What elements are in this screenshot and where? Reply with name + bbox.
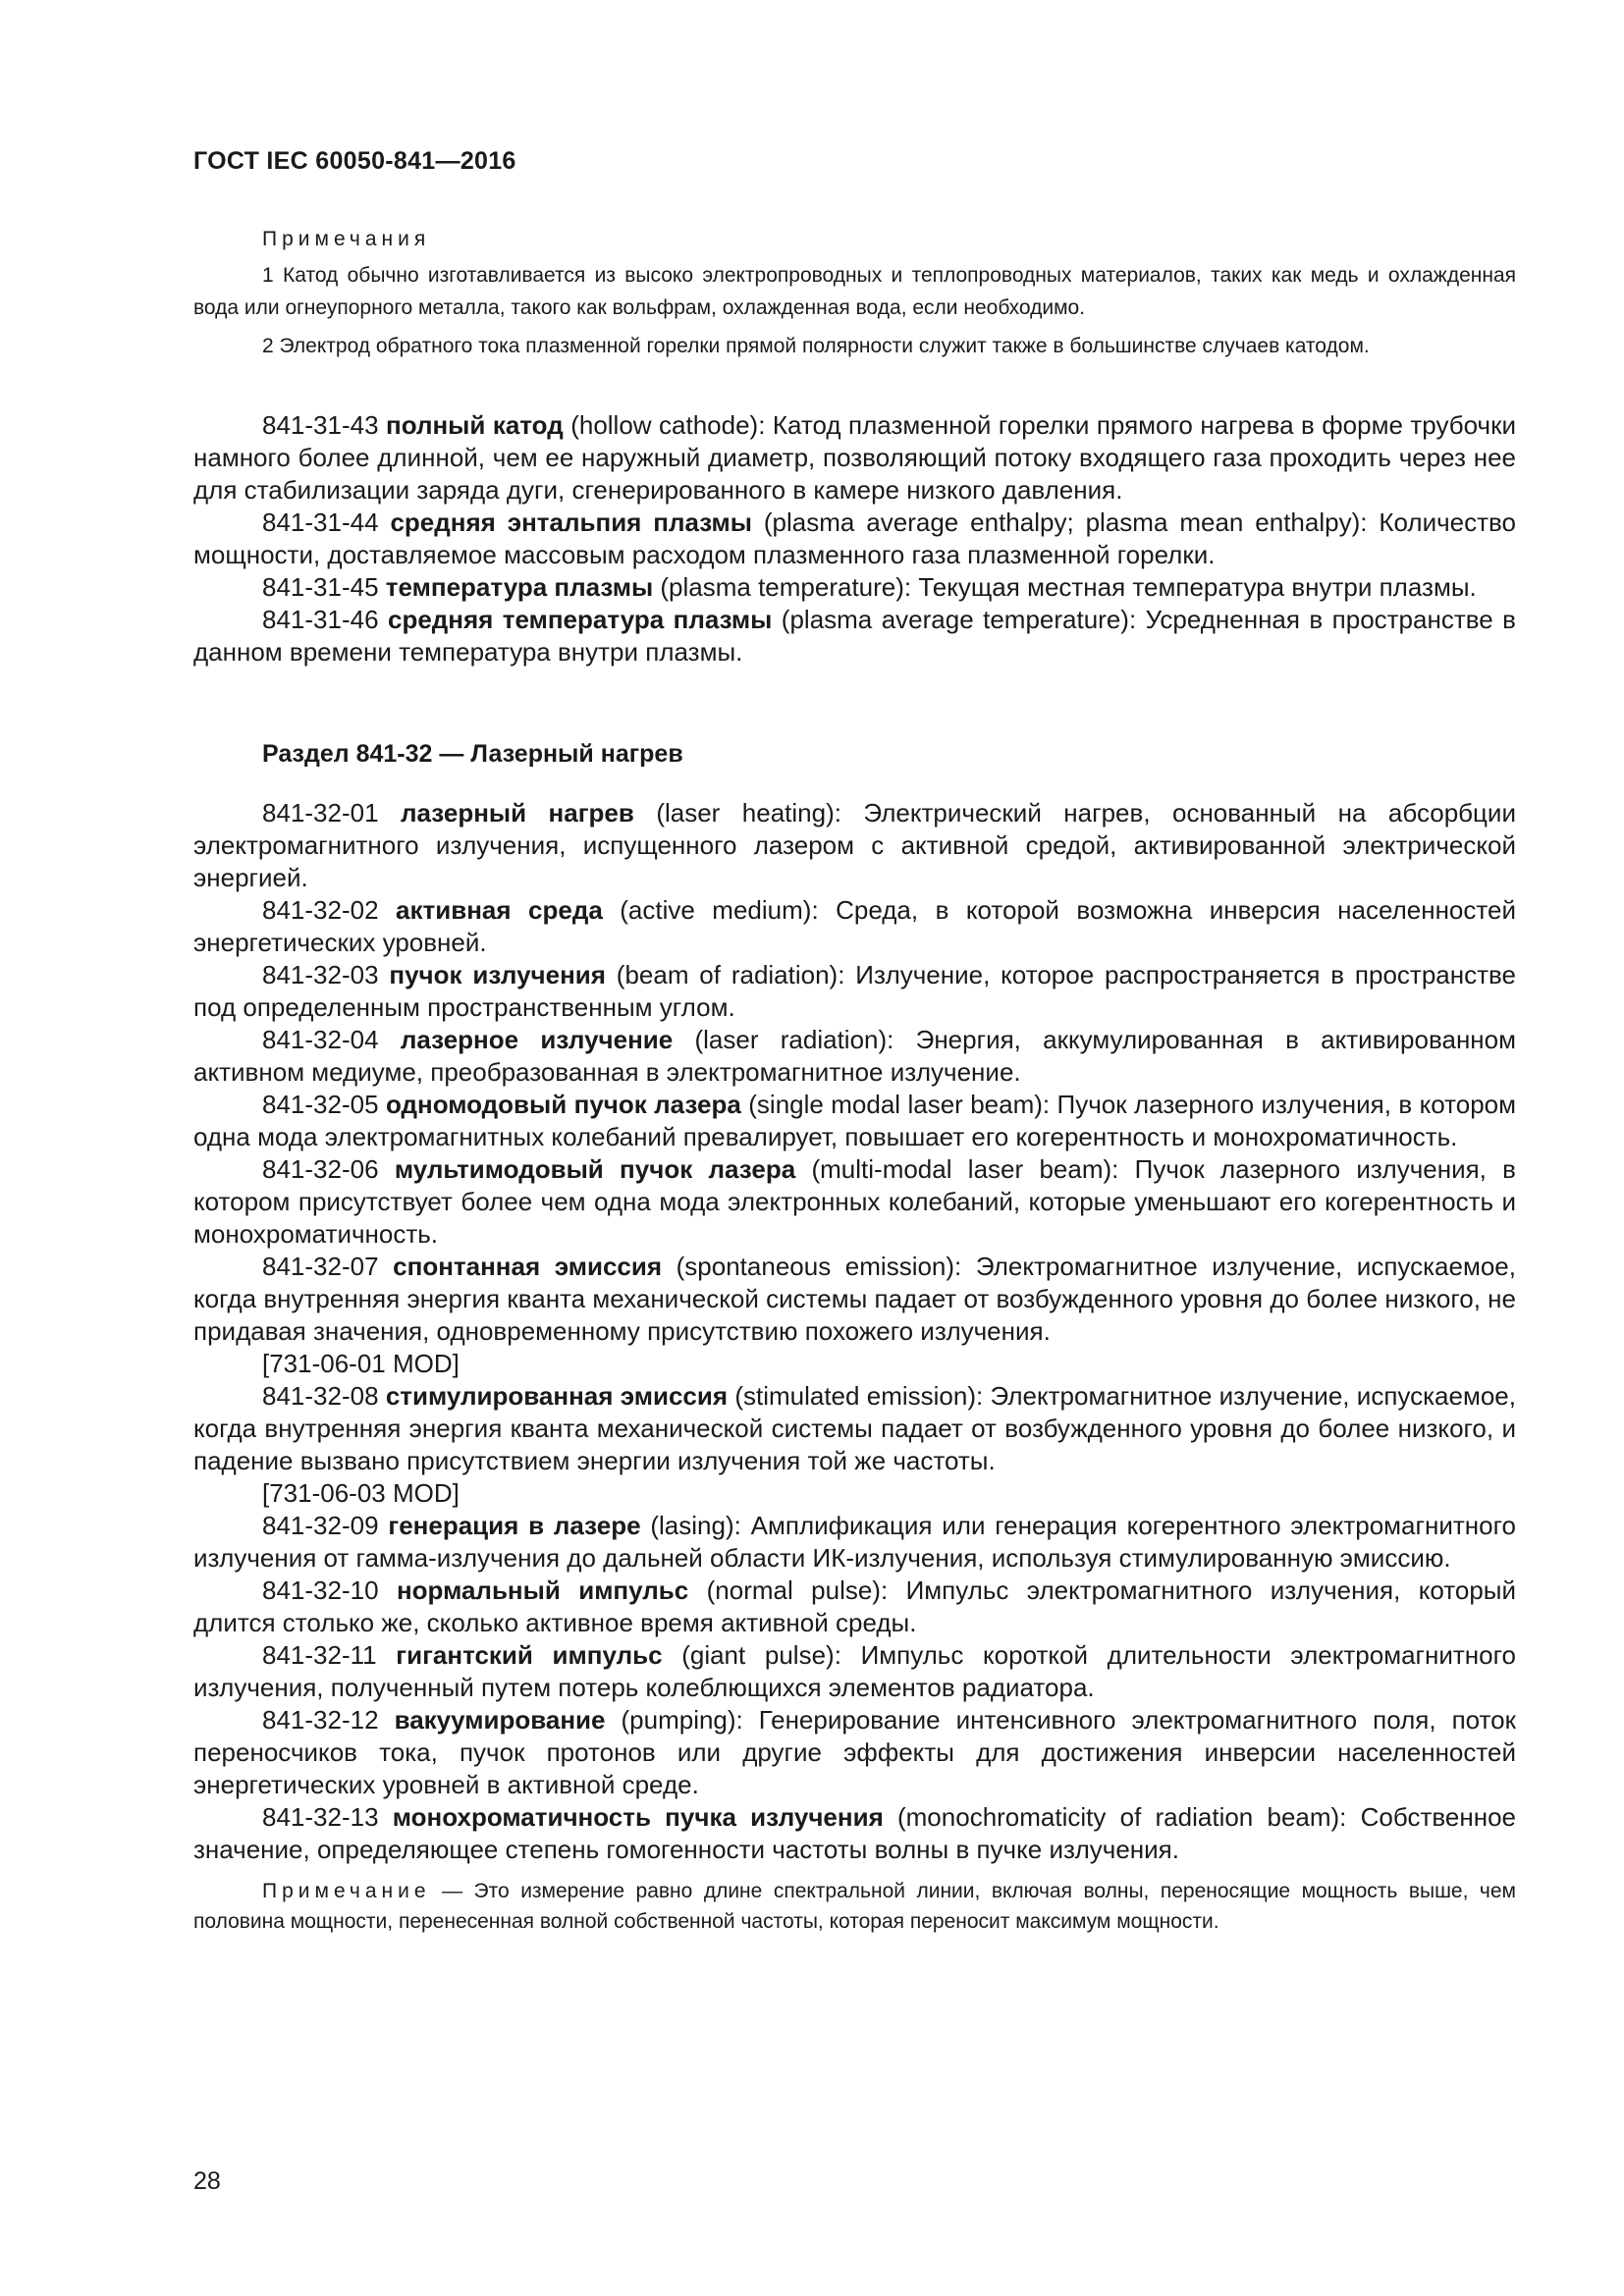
term-definition: (hollow cathode): Катод плазменной горелки прямого нагрева в форме трубочки намного более длинной, чем ее наружный диаметр, позволяющий потоку входящего газа проходить через нее для стабилизации заряда дуги, сгенерированного в камере низкого давления.	[193, 410, 1516, 505]
term-entry	[193, 1153, 1516, 1251]
term-code: 841-32-03	[262, 960, 379, 989]
term-entry	[193, 1704, 1516, 1801]
term-name: температура плазмы	[385, 572, 654, 602]
term-entry	[193, 571, 1516, 604]
term-name: вакуумирование	[394, 1705, 606, 1735]
term-code: 841-32-02	[262, 895, 379, 925]
term-definition: (single modal laser beam): Пучок лазерного излучения, в котором одна мода электромагнитных колебаний превалирует, повышает его когерентность и монохроматичность.	[193, 1090, 1516, 1151]
term-definition: (lasing): Амплификация или генерация когерентного электромагнитного излучения от гамма-излучения до дальней области ИК-излучения, используя стимулированную эмиссию.	[193, 1511, 1516, 1573]
term-code: 841-32-06	[262, 1154, 379, 1184]
term-name: мультимодовый пучок лазера	[394, 1154, 796, 1184]
notes-heading: Примечания	[262, 228, 431, 250]
term-code: 841-32-11	[262, 1640, 377, 1670]
term-definition: (stimulated emission): Электромагнитное излучение, испускаемое, когда внутренняя энергия кванта механической системы падает от возбужденного уровня до более низкого, и падение вызвано присутствием энергии излучения той же частоты.	[193, 1381, 1516, 1475]
note-label: Примечание	[262, 1880, 431, 1902]
page-number: 28	[193, 2167, 221, 2195]
term-code: 841-31-45	[262, 572, 379, 602]
term-code: 841-32-13	[262, 1802, 379, 1832]
term-name: лазерное излучение	[400, 1025, 674, 1054]
section-title: Раздел 841-32 — Лазерный нагрев	[262, 740, 683, 768]
term-name: полный катод	[386, 410, 564, 440]
term-definition: (multi-modal laser beam): Пучок лазерного излучения, в котором присутствует более чем одна мода электронных колебаний, которые уменьшают его когерентность и монохроматичность.	[193, 1154, 1516, 1249]
term-name: стимулированная эмиссия	[385, 1381, 729, 1411]
term-definition: (giant pulse): Импульс короткой длительности электромагнитного излучения, полученный путем потерь колеблющихся элементов радиатора.	[193, 1640, 1516, 1702]
term-definition: (beam of radiation): Излучение, которое распространяется в пространстве под определенным пространственным углом.	[193, 960, 1516, 1022]
note-item: 1 Катод обычно изготавливается из высоко электропроводных и теплопроводных материалов, таких как медь и охлажденная вода или огнеупорного металла, такого как вольфрам, охлажденная вода, если необходимо.	[193, 264, 1516, 319]
term-definition: (plasma average enthalpy; plasma mean enthalpy): Количество мощности, доставляемое массовым расходом плазменного газа плазменной горелки.	[193, 507, 1516, 569]
term-code: 841-31-43	[262, 410, 379, 440]
document-header: ГОСТ IEC 60050-841—2016	[193, 147, 516, 175]
term-entry	[193, 1089, 1516, 1153]
term-code: 841-31-46	[262, 605, 379, 634]
term-code: 841-32-07	[262, 1252, 379, 1281]
term-code: 841-32-10	[262, 1575, 379, 1605]
term-definition: (laser heating): Электрический нагрев, основанный на абсорбции электромагнитного излучения, испущенного лазером с активной средой, активированной электрической энергией.	[193, 798, 1516, 892]
term-definition: (plasma average temperature): Усредненная в пространстве в данном времени температура внутри плазмы.	[193, 605, 1516, 667]
term-definition: (spontaneous emission): Электромагнитное излучение, испускаемое, когда внутренняя энергия кванта механической системы падает от возбужденного уровня до более низкого, не придавая значения, одновременному присутствию похожего излучения.	[193, 1252, 1516, 1346]
term-name: лазерный нагрев	[401, 798, 634, 828]
term-code: 841-32-09	[262, 1511, 379, 1540]
note-item: 2 Электрод обратного тока плазменной горелки прямой полярности служит также в большинстве случаев катодом.	[262, 335, 1370, 357]
term-code: 841-32-01	[262, 798, 379, 828]
term-entry	[193, 1801, 1516, 1866]
term-definition: (monochromaticity of radiation beam): Собственное значение, определяющее степень гомогенности частоты волны в пучке излучения.	[193, 1802, 1516, 1864]
term-name: гигантский импульс	[396, 1640, 663, 1670]
terms-section-31	[193, 409, 1516, 668]
note-text: — Это измерение равно длине спектральной линии, включая волны, переносящие мощность выше, чем половина мощности, перенесенная волной собственной частоты, которая переносит максимум мощности.	[193, 1880, 1516, 1933]
term-name: одномодовый пучок лазера	[385, 1090, 741, 1119]
term-name: активная среда	[396, 895, 603, 925]
term-code: 841-32-05	[262, 1090, 379, 1119]
terms-section-32	[193, 797, 1516, 1937]
term-name: генерация в лазере	[388, 1511, 641, 1540]
term-entry	[193, 507, 1516, 571]
term-code: 841-32-08	[262, 1381, 379, 1411]
term-name: спонтанная эмиссия	[393, 1252, 663, 1281]
section-block	[193, 740, 1516, 769]
term-definition: (pumping): Генерирование интенсивного электромагнитного поля, поток переносчиков тока, пучок протонов или другие эффекты для достижения инверсии населенностей энергетических уровней в активной среде.	[193, 1705, 1516, 1799]
bottom-note	[193, 1876, 1516, 1937]
term-entry	[193, 1024, 1516, 1089]
term-entry	[193, 894, 1516, 959]
term-name: средняя температура плазмы	[387, 605, 773, 634]
term-entry	[193, 797, 1516, 894]
term-code: 841-32-12	[262, 1705, 379, 1735]
term-entry	[193, 604, 1516, 668]
term-entry	[193, 1510, 1516, 1575]
term-definition: (laser radiation): Энергия, аккумулированная в активированном активном медиуме, преобразованная в электромагнитное излучение.	[193, 1025, 1516, 1087]
term-entry	[193, 1251, 1516, 1348]
term-name: монохроматичность пучка излучения	[392, 1802, 884, 1832]
term-code: 841-32-04	[262, 1025, 379, 1054]
notes-block	[193, 228, 1516, 362]
term-definition: (active medium): Среда, в которой возможна инверсия населенностей энергетических уровней.	[193, 895, 1516, 957]
term-entry	[193, 409, 1516, 507]
term-name: средняя энтальпия плазмы	[390, 507, 752, 537]
term-entry	[193, 959, 1516, 1024]
term-entry	[193, 1380, 1516, 1477]
term-code: 841-31-44	[262, 507, 379, 537]
term-definition: (normal pulse): Импульс электромагнитного излучения, который длится столько же, сколько активное время активной среды.	[193, 1575, 1516, 1637]
term-entry	[193, 1639, 1516, 1704]
term-entry	[193, 1575, 1516, 1639]
term-name: нормальный импульс	[396, 1575, 689, 1605]
term-definition: (plasma temperature): Текущая местная температура внутри плазмы.	[653, 572, 1477, 602]
source-reference: [731-06-03 MOD]	[262, 1478, 460, 1508]
source-reference: [731-06-01 MOD]	[262, 1349, 460, 1378]
term-name: пучок излучения	[389, 960, 606, 989]
